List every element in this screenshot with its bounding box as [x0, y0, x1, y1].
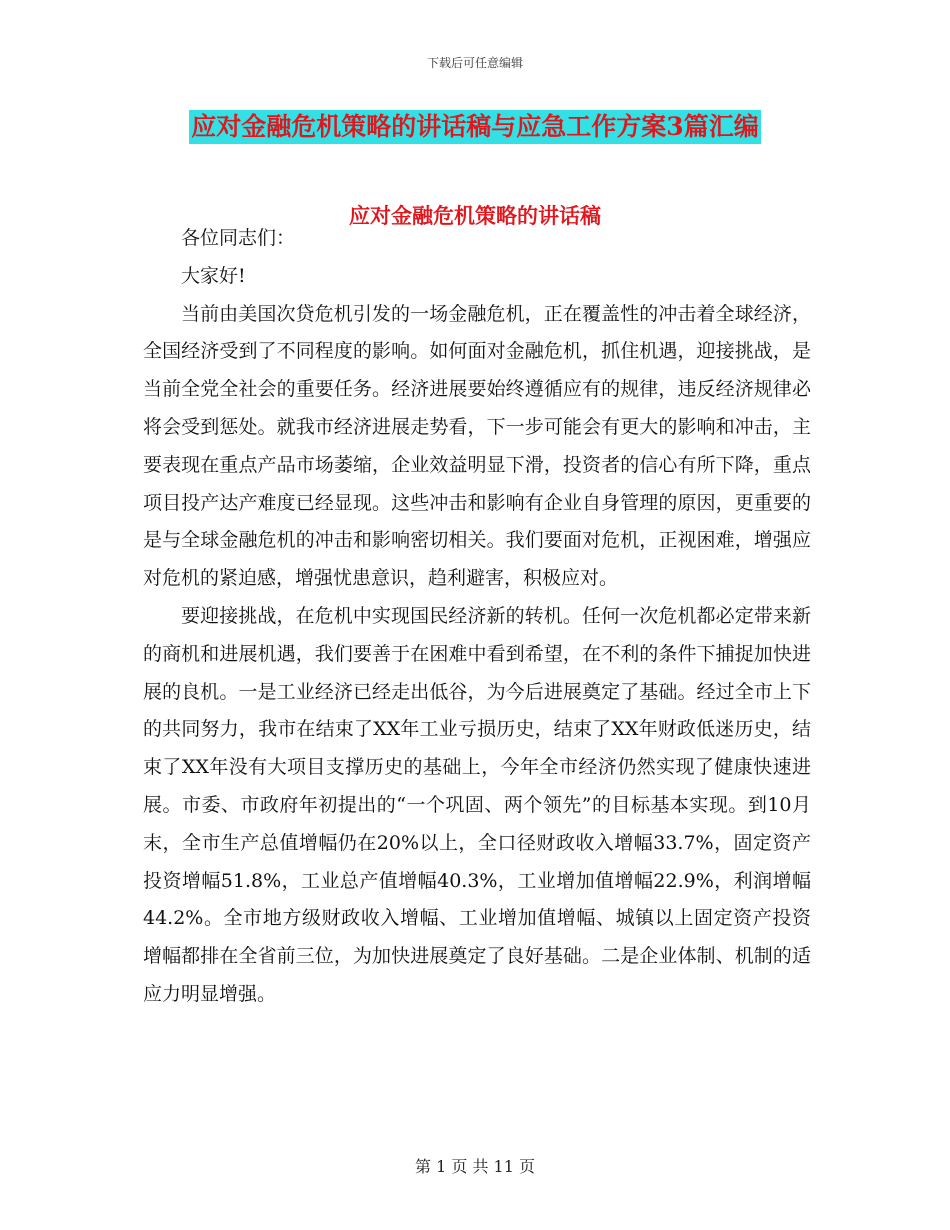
body-paragraph: 要迎接挑战，在危机中实现国民经济新的转机。任何一次危机都必定带来新的商机和进展机遇，我们要善于在困难中看到希望，在不利的条件下捕捉加快进展的良机。一是工业经济已经走出低谷，为今后进展奠定了基础。经过全市上下的共同努力，我市在结束了XX年工业亏损历史，结束了XX年财政低迷历史，结束了XX年没有大项目支撑历史的基础上，今年全市经济仍然实现了健康快速进展。市委、市政府年初提出的“一个巩固、两个领先”的目标基本实现。到10月末，全市生产总值增幅仍在20%以上，全口径财政收入增幅33.7%，固定资产投资增幅51.8%，工业总产值增幅40.3%，工业增加值增幅22.9%，利润增幅44.2%。全市地方级财政收入增幅、工业增加值增幅、城镇以上固定资产投资增幅都排在全省前三位，为加快进展奠定了良好基础。二是企业体制、机制的适应力明显增强。 — [143, 604, 811, 1005]
page-header-note: 下载后可任意编辑 — [426, 56, 523, 70]
document-body — [143, 220, 811, 1014]
section-title: 应对金融危机策略的讲话稿 — [349, 203, 601, 228]
body-paragraph: 当前由美国次贷危机引发的一场金融危机，正在覆盖性的冲击着全球经济，全国经济受到了不同程度的影响。如何面对金融危机，抓住机遇，迎接挑战，是当前全党全社会的重要任务。经济进展要始终遵循应有的规律，违反经济规律必将会受到惩处。就我市经济进展走势看，下一步可能会有更大的影响和冲击，主要表现在重点产品市场萎缩，企业效益明显下滑，投资者的信心有所下降，重点项目投产达产难度已经显现。这些冲击和影响有企业自身管理的原因，更重要的是与全球金融危机的冲击和影响密切相关。我们要面对危机，正视困难，增强应对危机的紧迫感，增强忧患意识，趋利避害，积极应对。 — [143, 302, 811, 590]
page-number: 第 1 页 共 11 页 — [415, 1157, 535, 1176]
salutation: 各位同志们： — [181, 227, 296, 249]
document-title-block — [0, 110, 950, 144]
greeting: 大家好! — [181, 264, 246, 287]
document-title: 应对金融危机策略的讲话稿与应急工作方案3篇汇编 — [189, 110, 760, 144]
